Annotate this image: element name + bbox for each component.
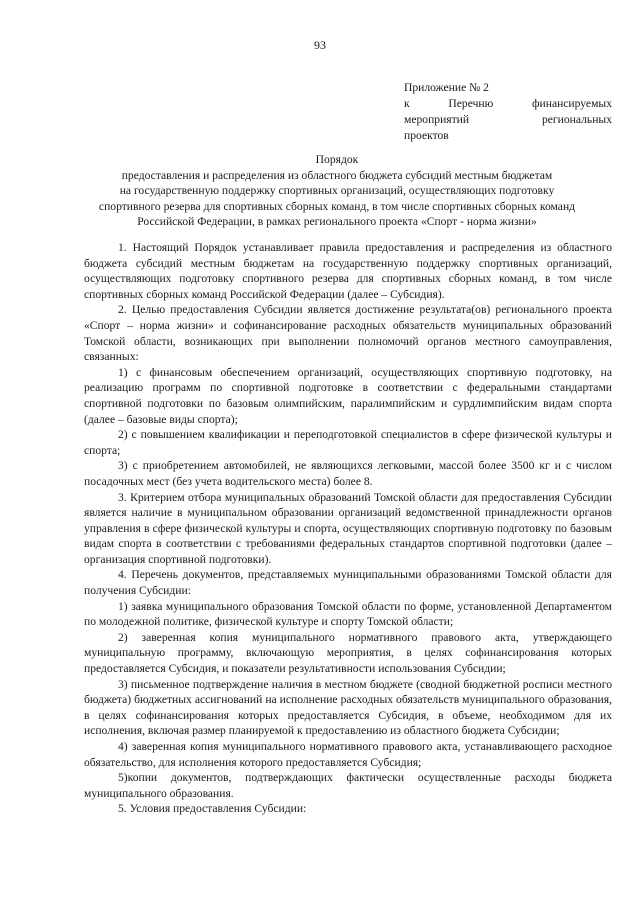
paragraph: 2) заверенная копия муниципального нормативного правового акта, утверждающего муниципальную программу, включающую мероприятия, в целях софинансирования которых предоставляется Субсидия, и показатели результативности использования Субсидии; bbox=[84, 630, 612, 676]
paragraph: 5. Условия предоставления Субсидии: bbox=[118, 802, 307, 816]
paragraph: 4. Перечень документов, представляемых муниципальными образованиями Томской области для получения Субсидии: bbox=[84, 568, 612, 598]
heading-line: на государственную поддержку спортивных организаций, осуществляющих подготовку bbox=[119, 184, 555, 197]
paragraph: 3) письменное подтверждение наличия в местном бюджете (сводной бюджетной росписи местного бюджета) бюджетных ассигнований на исполнение расходных обязательств муниципального образования, в целях софинансирования которых предоставляется Субсидия, в объеме, необходимом для их исполнения, включая размер планируемой к предоставлению из областного бюджета Субсидии; bbox=[84, 677, 612, 738]
heading-line: предоставления и распределения из областного бюджета субсидий местным бюджетам bbox=[121, 168, 553, 182]
paragraph: 3) с приобретением автомобилей, не являющихся легковыми, массой более 3500 кг и с числом посадочных мест (без учета водительского места) более 8. bbox=[84, 459, 612, 488]
paragraph: 1) с финансовым обеспечением организаций, осуществляющих спортивную подготовку, на реализацию программ по спортивной подготовке в соответствии с федеральными стандартами спортивной подготовки по базовым олимпийским, паралимпийским и сурдлимпийским видам спорта (далее – базовые виды спорта); bbox=[84, 365, 612, 426]
paragraph: 2. Целью предоставления Субсидии является достижение результата(ов) регионального проекта «Спорт – норма жизни» и софинансирование расходных обязательств муниципальных образований Томской области, возникающих при выполнении полномочий органов местного самоуправления, связанных: bbox=[84, 303, 612, 364]
document-title: Порядок bbox=[315, 153, 359, 166]
appendix-line-2: мероприятий региональных bbox=[404, 113, 612, 126]
appendix-line-3: проектов bbox=[404, 129, 449, 142]
paragraph: 4) заверенная копия муниципального нормативного правового акта, устанавливающего расходное обязательство, для исполнения которого предоставляется Субсидия; bbox=[84, 740, 612, 769]
paragraph: 2) с повышением квалификации и переподготовкой специалистов в сфере физической культуры и спорта; bbox=[84, 428, 612, 457]
document-heading bbox=[84, 152, 590, 230]
appendix-block bbox=[404, 80, 612, 144]
paragraph: 5)копии документов, подтверждающих фактически осуществленные расходы бюджета муниципального образования. bbox=[84, 771, 612, 800]
heading-line: спортивного резерва для спортивных сборных команд, в том числе спортивных сборных команд bbox=[98, 199, 576, 213]
paragraph: 1. Настоящий Порядок устанавливает правила предоставления и распределения из областного бюджета субсидий местным бюджетам на государственную поддержку спортивных организаций, осуществляющих подготовку спортивного резерва для спортивных сборных команд, в том числе спортивных сборных команд Российской Федерации (далее – Субсидия). bbox=[84, 241, 612, 301]
heading-line: Российской Федерации, в рамках регионального проекта «Спорт - норма жизни» bbox=[137, 215, 537, 228]
page-number: 93 bbox=[314, 38, 326, 52]
appendix-line-1: к Перечню финансируемых bbox=[404, 97, 612, 110]
paragraph: 1) заявка муниципального образования Томской области по форме, установленной Департаментом по молодежной политике, физической культуре и спорту Томской области; bbox=[84, 599, 612, 629]
document-body bbox=[84, 240, 612, 817]
paragraph: 3. Критерием отбора муниципальных образований Томской области для предоставления Субсидии является наличие в муниципальном образовании организаций ведомственной принадлежности органов управления в сфере физической культуры и спорта, осуществляющих спортивную подготовку по базовым видам спорта в соответствии с требованиями федеральных стандартов спортивной подготовки (далее – организация спортивной подготовки). bbox=[84, 490, 612, 566]
appendix-title: Приложение № 2 bbox=[404, 81, 489, 94]
